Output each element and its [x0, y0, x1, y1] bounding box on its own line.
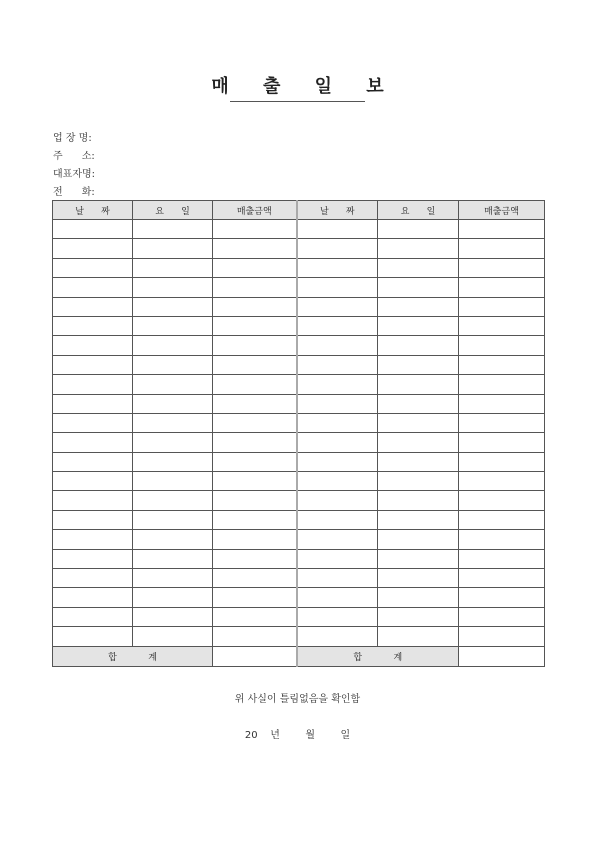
- date-cell-right[interactable]: [297, 607, 378, 626]
- day-cell-right[interactable]: [378, 239, 459, 258]
- amount-cell-right[interactable]: [459, 220, 545, 239]
- amount-cell-right[interactable]: [459, 510, 545, 529]
- table-row: [53, 239, 545, 258]
- table-row: [53, 472, 545, 491]
- day-cell-left[interactable]: [133, 433, 213, 452]
- date-cell-left[interactable]: [53, 278, 133, 297]
- amount-cell-right[interactable]: [459, 588, 545, 607]
- day-cell-left[interactable]: [133, 316, 213, 335]
- amount-cell-left[interactable]: [213, 239, 297, 258]
- table-row: [53, 394, 545, 413]
- date-cell-right[interactable]: [297, 588, 378, 607]
- day-cell-left[interactable]: [133, 297, 213, 316]
- table-row: [53, 278, 545, 297]
- day-cell-right[interactable]: [378, 258, 459, 277]
- header-amount-right: 매출금액: [459, 201, 545, 220]
- amount-cell-right[interactable]: [459, 549, 545, 568]
- amount-cell-left[interactable]: [213, 297, 297, 316]
- amount-cell-left[interactable]: [213, 433, 297, 452]
- table-row: [53, 355, 545, 374]
- day-cell-left[interactable]: [133, 627, 213, 646]
- day-cell-right[interactable]: [378, 569, 459, 588]
- day-cell-right[interactable]: [378, 278, 459, 297]
- amount-cell-right[interactable]: [459, 278, 545, 297]
- business-name-field: [53, 129, 92, 144]
- amount-cell-left[interactable]: [213, 375, 297, 394]
- date-cell-right[interactable]: [297, 220, 378, 239]
- amount-cell-right[interactable]: [459, 375, 545, 394]
- amount-cell-right[interactable]: [459, 627, 545, 646]
- title-underline: [230, 101, 365, 102]
- representative-field: [53, 165, 95, 180]
- day-cell-right[interactable]: [378, 452, 459, 471]
- amount-cell-right[interactable]: [459, 297, 545, 316]
- date-cell-left[interactable]: [53, 220, 133, 239]
- table-row: [53, 491, 545, 510]
- date-cell-right[interactable]: [297, 510, 378, 529]
- day-cell-left[interactable]: [133, 452, 213, 471]
- amount-cell-right[interactable]: [459, 258, 545, 277]
- day-cell-right[interactable]: [378, 530, 459, 549]
- business-name-label: 업 장 명:: [53, 133, 92, 144]
- date-cell-right[interactable]: [297, 394, 378, 413]
- date-cell-right[interactable]: [297, 452, 378, 471]
- amount-cell-left[interactable]: [213, 549, 297, 568]
- table-row: [53, 336, 545, 355]
- table-row: [53, 627, 545, 646]
- table-row: [53, 607, 545, 626]
- date-cell-left[interactable]: [53, 413, 133, 432]
- total-label-right: 합 계: [297, 646, 459, 666]
- amount-cell-left[interactable]: [213, 627, 297, 646]
- day-cell-left[interactable]: [133, 530, 213, 549]
- day-cell-right[interactable]: [378, 627, 459, 646]
- amount-cell-right[interactable]: [459, 569, 545, 588]
- amount-cell-left[interactable]: [213, 530, 297, 549]
- date-cell-right[interactable]: [297, 549, 378, 568]
- day-cell-right[interactable]: [378, 433, 459, 452]
- date-cell-right[interactable]: [297, 297, 378, 316]
- amount-cell-left[interactable]: [213, 316, 297, 335]
- date-cell-right[interactable]: [297, 355, 378, 374]
- total-amount-right[interactable]: [459, 646, 545, 666]
- date-cell-right[interactable]: [297, 239, 378, 258]
- amount-cell-left[interactable]: [213, 452, 297, 471]
- amount-cell-left[interactable]: [213, 220, 297, 239]
- date-cell-right[interactable]: [297, 433, 378, 452]
- day-cell-right[interactable]: [378, 375, 459, 394]
- amount-cell-left[interactable]: [213, 278, 297, 297]
- sales-table: [52, 200, 545, 667]
- amount-cell-right[interactable]: [459, 413, 545, 432]
- date-cell-left[interactable]: [53, 394, 133, 413]
- day-cell-left[interactable]: [133, 258, 213, 277]
- date-cell-left[interactable]: [53, 549, 133, 568]
- amount-cell-left[interactable]: [213, 510, 297, 529]
- date-cell-right[interactable]: [297, 336, 378, 355]
- table-row: [53, 452, 545, 471]
- amount-cell-left[interactable]: [213, 336, 297, 355]
- address-field: [53, 147, 95, 162]
- day-cell-right[interactable]: [378, 472, 459, 491]
- document-title: 매 출 일 보: [211, 76, 398, 97]
- amount-cell-left[interactable]: [213, 569, 297, 588]
- day-cell-left[interactable]: [133, 472, 213, 491]
- table-row: [53, 433, 545, 452]
- date-cell-right[interactable]: [297, 316, 378, 335]
- table-row: [53, 297, 545, 316]
- header-amount-left: 매출금액: [213, 201, 297, 220]
- table-row: [53, 375, 545, 394]
- amount-cell-left[interactable]: [213, 472, 297, 491]
- amount-cell-left[interactable]: [213, 607, 297, 626]
- amount-cell-right[interactable]: [459, 316, 545, 335]
- date-cell-left[interactable]: [53, 510, 133, 529]
- phone-label: 전 화:: [53, 187, 95, 198]
- day-cell-left[interactable]: [133, 491, 213, 510]
- amount-cell-right[interactable]: [459, 433, 545, 452]
- total-amount-left[interactable]: [213, 646, 297, 666]
- day-cell-left[interactable]: [133, 375, 213, 394]
- date-cell-right[interactable]: [297, 627, 378, 646]
- table-row: [53, 530, 545, 549]
- amount-cell-left[interactable]: [213, 355, 297, 374]
- day-cell-right[interactable]: [378, 297, 459, 316]
- date-cell-left[interactable]: [53, 472, 133, 491]
- date-cell-left[interactable]: [53, 316, 133, 335]
- day-cell-right[interactable]: [378, 510, 459, 529]
- amount-cell-left[interactable]: [213, 394, 297, 413]
- date-cell-right[interactable]: [297, 375, 378, 394]
- date-cell-left[interactable]: [53, 336, 133, 355]
- day-cell-right[interactable]: [378, 336, 459, 355]
- date-cell-right[interactable]: [297, 472, 378, 491]
- day-cell-right[interactable]: [378, 316, 459, 335]
- table-row: [53, 549, 545, 568]
- date-cell-left[interactable]: [53, 297, 133, 316]
- day-cell-right[interactable]: [378, 355, 459, 374]
- day-cell-left[interactable]: [133, 394, 213, 413]
- amount-cell-right[interactable]: [459, 491, 545, 510]
- date-cell-right[interactable]: [297, 569, 378, 588]
- date-cell-left[interactable]: [53, 607, 133, 626]
- date-cell-left[interactable]: [53, 375, 133, 394]
- amount-cell-right[interactable]: [459, 239, 545, 258]
- day-cell-left[interactable]: [133, 510, 213, 529]
- day-cell-right[interactable]: [378, 394, 459, 413]
- date-cell-left[interactable]: [53, 452, 133, 471]
- total-row: [53, 646, 545, 666]
- header-date-right: 날 짜: [297, 201, 378, 220]
- amount-cell-right[interactable]: [459, 355, 545, 374]
- total-label-left: 합 계: [53, 646, 213, 666]
- confirmation-text: 위 사실이 틀림없음을 확인함: [234, 694, 361, 705]
- date-cell-left[interactable]: [53, 627, 133, 646]
- day-cell-left[interactable]: [133, 607, 213, 626]
- amount-cell-left[interactable]: [213, 258, 297, 277]
- day-cell-left[interactable]: [133, 413, 213, 432]
- amount-cell-right[interactable]: [459, 607, 545, 626]
- amount-cell-left[interactable]: [213, 491, 297, 510]
- day-cell-right[interactable]: [378, 220, 459, 239]
- amount-cell-right[interactable]: [459, 394, 545, 413]
- table-row: [53, 413, 545, 432]
- table-row: [53, 588, 545, 607]
- day-cell-left[interactable]: [133, 239, 213, 258]
- day-cell-right[interactable]: [378, 413, 459, 432]
- date-cell-left[interactable]: [53, 588, 133, 607]
- date-cell-right[interactable]: [297, 258, 378, 277]
- amount-cell-right[interactable]: [459, 530, 545, 549]
- amount-cell-left[interactable]: [213, 588, 297, 607]
- day-cell-left[interactable]: [133, 549, 213, 568]
- date-cell-left[interactable]: [53, 433, 133, 452]
- date-cell-right[interactable]: [297, 413, 378, 432]
- address-label: 주 소:: [53, 151, 95, 162]
- day-cell-right[interactable]: [378, 607, 459, 626]
- phone-field: [53, 183, 95, 198]
- table-row: [53, 258, 545, 277]
- day-cell-left[interactable]: [133, 336, 213, 355]
- day-cell-right[interactable]: [378, 491, 459, 510]
- header-date-left: 날 짜: [53, 201, 133, 220]
- table-row: [53, 220, 545, 239]
- amount-cell-right[interactable]: [459, 472, 545, 491]
- day-cell-right[interactable]: [378, 588, 459, 607]
- day-cell-right[interactable]: [378, 549, 459, 568]
- header-day-left: 요 일: [133, 201, 213, 220]
- representative-label: 대표자명:: [53, 169, 96, 180]
- date-cell-left[interactable]: [53, 530, 133, 549]
- table-header-row: [53, 201, 545, 220]
- date-cell-left[interactable]: [53, 239, 133, 258]
- day-cell-left[interactable]: [133, 588, 213, 607]
- table-row: [53, 569, 545, 588]
- date-line: 20 년 월 일: [244, 730, 351, 741]
- table-row: [53, 510, 545, 529]
- date-cell-right[interactable]: [297, 491, 378, 510]
- day-cell-left[interactable]: [133, 569, 213, 588]
- day-cell-left[interactable]: [133, 355, 213, 374]
- date-cell-left[interactable]: [53, 258, 133, 277]
- amount-cell-left[interactable]: [213, 413, 297, 432]
- day-cell-left[interactable]: [133, 220, 213, 239]
- date-cell-right[interactable]: [297, 278, 378, 297]
- date-cell-right[interactable]: [297, 530, 378, 549]
- amount-cell-right[interactable]: [459, 452, 545, 471]
- date-cell-left[interactable]: [53, 491, 133, 510]
- header-day-right: 요 일: [378, 201, 459, 220]
- table-row: [53, 316, 545, 335]
- date-cell-left[interactable]: [53, 569, 133, 588]
- amount-cell-right[interactable]: [459, 336, 545, 355]
- date-cell-left[interactable]: [53, 355, 133, 374]
- day-cell-left[interactable]: [133, 278, 213, 297]
